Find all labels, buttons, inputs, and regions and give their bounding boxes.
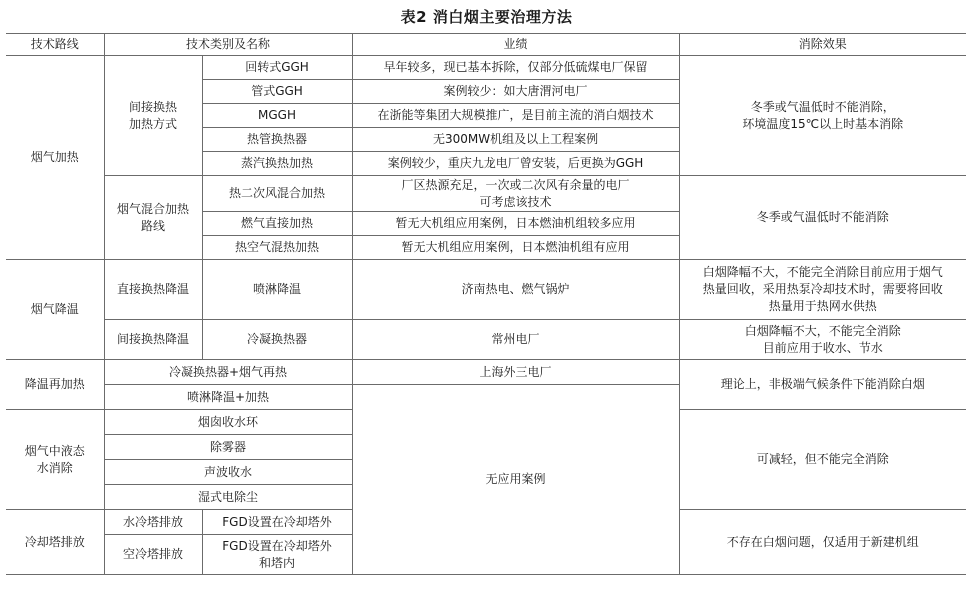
method-cell: MGGH: [202, 104, 352, 128]
performance-cell: 厂区热源充足，一次或二次风有余量的电厂 可考虑该技术: [352, 176, 679, 212]
performance-cell: 济南热电、燃气锅炉: [352, 260, 679, 320]
performance-cell: 在浙能等集团大规模推广，是目前主流的消白烟技术: [352, 104, 679, 128]
performance-cell: 案例较少：如大唐渭河电厂: [352, 80, 679, 104]
governance-methods-table: [6, 33, 966, 575]
performance-cell: 无300MW机组及以上工程案例: [352, 128, 679, 152]
method-cell: 回转式GGH: [202, 56, 352, 80]
header-route: 技术路线: [6, 34, 104, 56]
subcategory-cell: 烟气混合加热 路线: [104, 176, 202, 260]
method-cell: 喷淋降温: [202, 260, 352, 320]
subcategory-cell: 水冷塔排放: [104, 510, 202, 535]
method-cell: 冷凝换热器: [202, 320, 352, 360]
effect-cell: 冬季或气温低时不能消除: [679, 176, 966, 260]
method-cell: 除雾器: [104, 435, 352, 460]
method-cell: 热管换热器: [202, 128, 352, 152]
method-cell: 湿式电除尘: [104, 485, 352, 510]
subcategory-cell: 直接换热降温: [104, 260, 202, 320]
route-cell: 冷却塔排放: [6, 510, 104, 575]
method-cell: 声波收水: [104, 460, 352, 485]
performance-cell: 上海外三电厂: [352, 360, 679, 385]
effect-cell: 理论上，非极端气候条件下能消除白烟: [679, 360, 966, 410]
method-cell: 燃气直接加热: [202, 212, 352, 236]
table-row: [6, 360, 966, 385]
header-performance: 业绩: [352, 34, 679, 56]
subcategory-cell: 间接换热降温: [104, 320, 202, 360]
effect-cell: 冬季或气温低时不能消除， 环境温度15℃以上时基本消除: [679, 56, 966, 176]
method-cell: 管式GGH: [202, 80, 352, 104]
effect-cell: 不存在白烟问题，仅适用于新建机组: [679, 510, 966, 575]
method-cell: FGD设置在冷却塔外: [202, 510, 352, 535]
route-cell: 烟气中液态 水消除: [6, 410, 104, 510]
header-effect: 消除效果: [679, 34, 966, 56]
performance-cell: 案例较少，重庆九龙电厂曾安装，后更换为GGH: [352, 152, 679, 176]
effect-cell: 可减轻，但不能完全消除: [679, 410, 966, 510]
header-category: 技术类别及名称: [104, 34, 352, 56]
method-cell: 热二次风混合加热: [202, 176, 352, 212]
performance-cell: 无应用案例: [352, 385, 679, 575]
performance-cell: 常州电厂: [352, 320, 679, 360]
performance-cell: 暂无大机组应用案例，日本燃油机组有应用: [352, 236, 679, 260]
method-cell: 冷凝换热器+烟气再热: [104, 360, 352, 385]
performance-cell: 暂无大机组应用案例，日本燃油机组较多应用: [352, 212, 679, 236]
route-cell: 降温再加热: [6, 360, 104, 410]
performance-cell: 早年较多，现已基本拆除，仅部分低硫煤电厂保留: [352, 56, 679, 80]
effect-cell: 白烟降幅不大，不能完全消除目前应用于烟气 热量回收，采用热泵冷却技术时，需要将回收 热量用于热网水供热: [679, 260, 966, 320]
method-cell: 蒸汽换热加热: [202, 152, 352, 176]
method-cell: 烟囱收水环: [104, 410, 352, 435]
table-row: [6, 260, 966, 320]
table-row: [6, 320, 966, 360]
method-cell: FGD设置在冷却塔外 和塔内: [202, 535, 352, 575]
method-cell: 热空气混热加热: [202, 236, 352, 260]
effect-cell: 白烟降幅不大，不能完全消除 目前应用于收水、节水: [679, 320, 966, 360]
table-title: 表2 消白烟主要治理方法: [400, 8, 573, 26]
subcategory-cell: 空冷塔排放: [104, 535, 202, 575]
method-cell: 喷淋降温+加热: [104, 385, 352, 410]
table-row: [6, 56, 966, 80]
route-cell: 烟气加热: [6, 56, 104, 260]
route-cell: 烟气降温: [6, 260, 104, 360]
table-row: [6, 176, 966, 212]
subcategory-cell: 间接换热 加热方式: [104, 56, 202, 176]
